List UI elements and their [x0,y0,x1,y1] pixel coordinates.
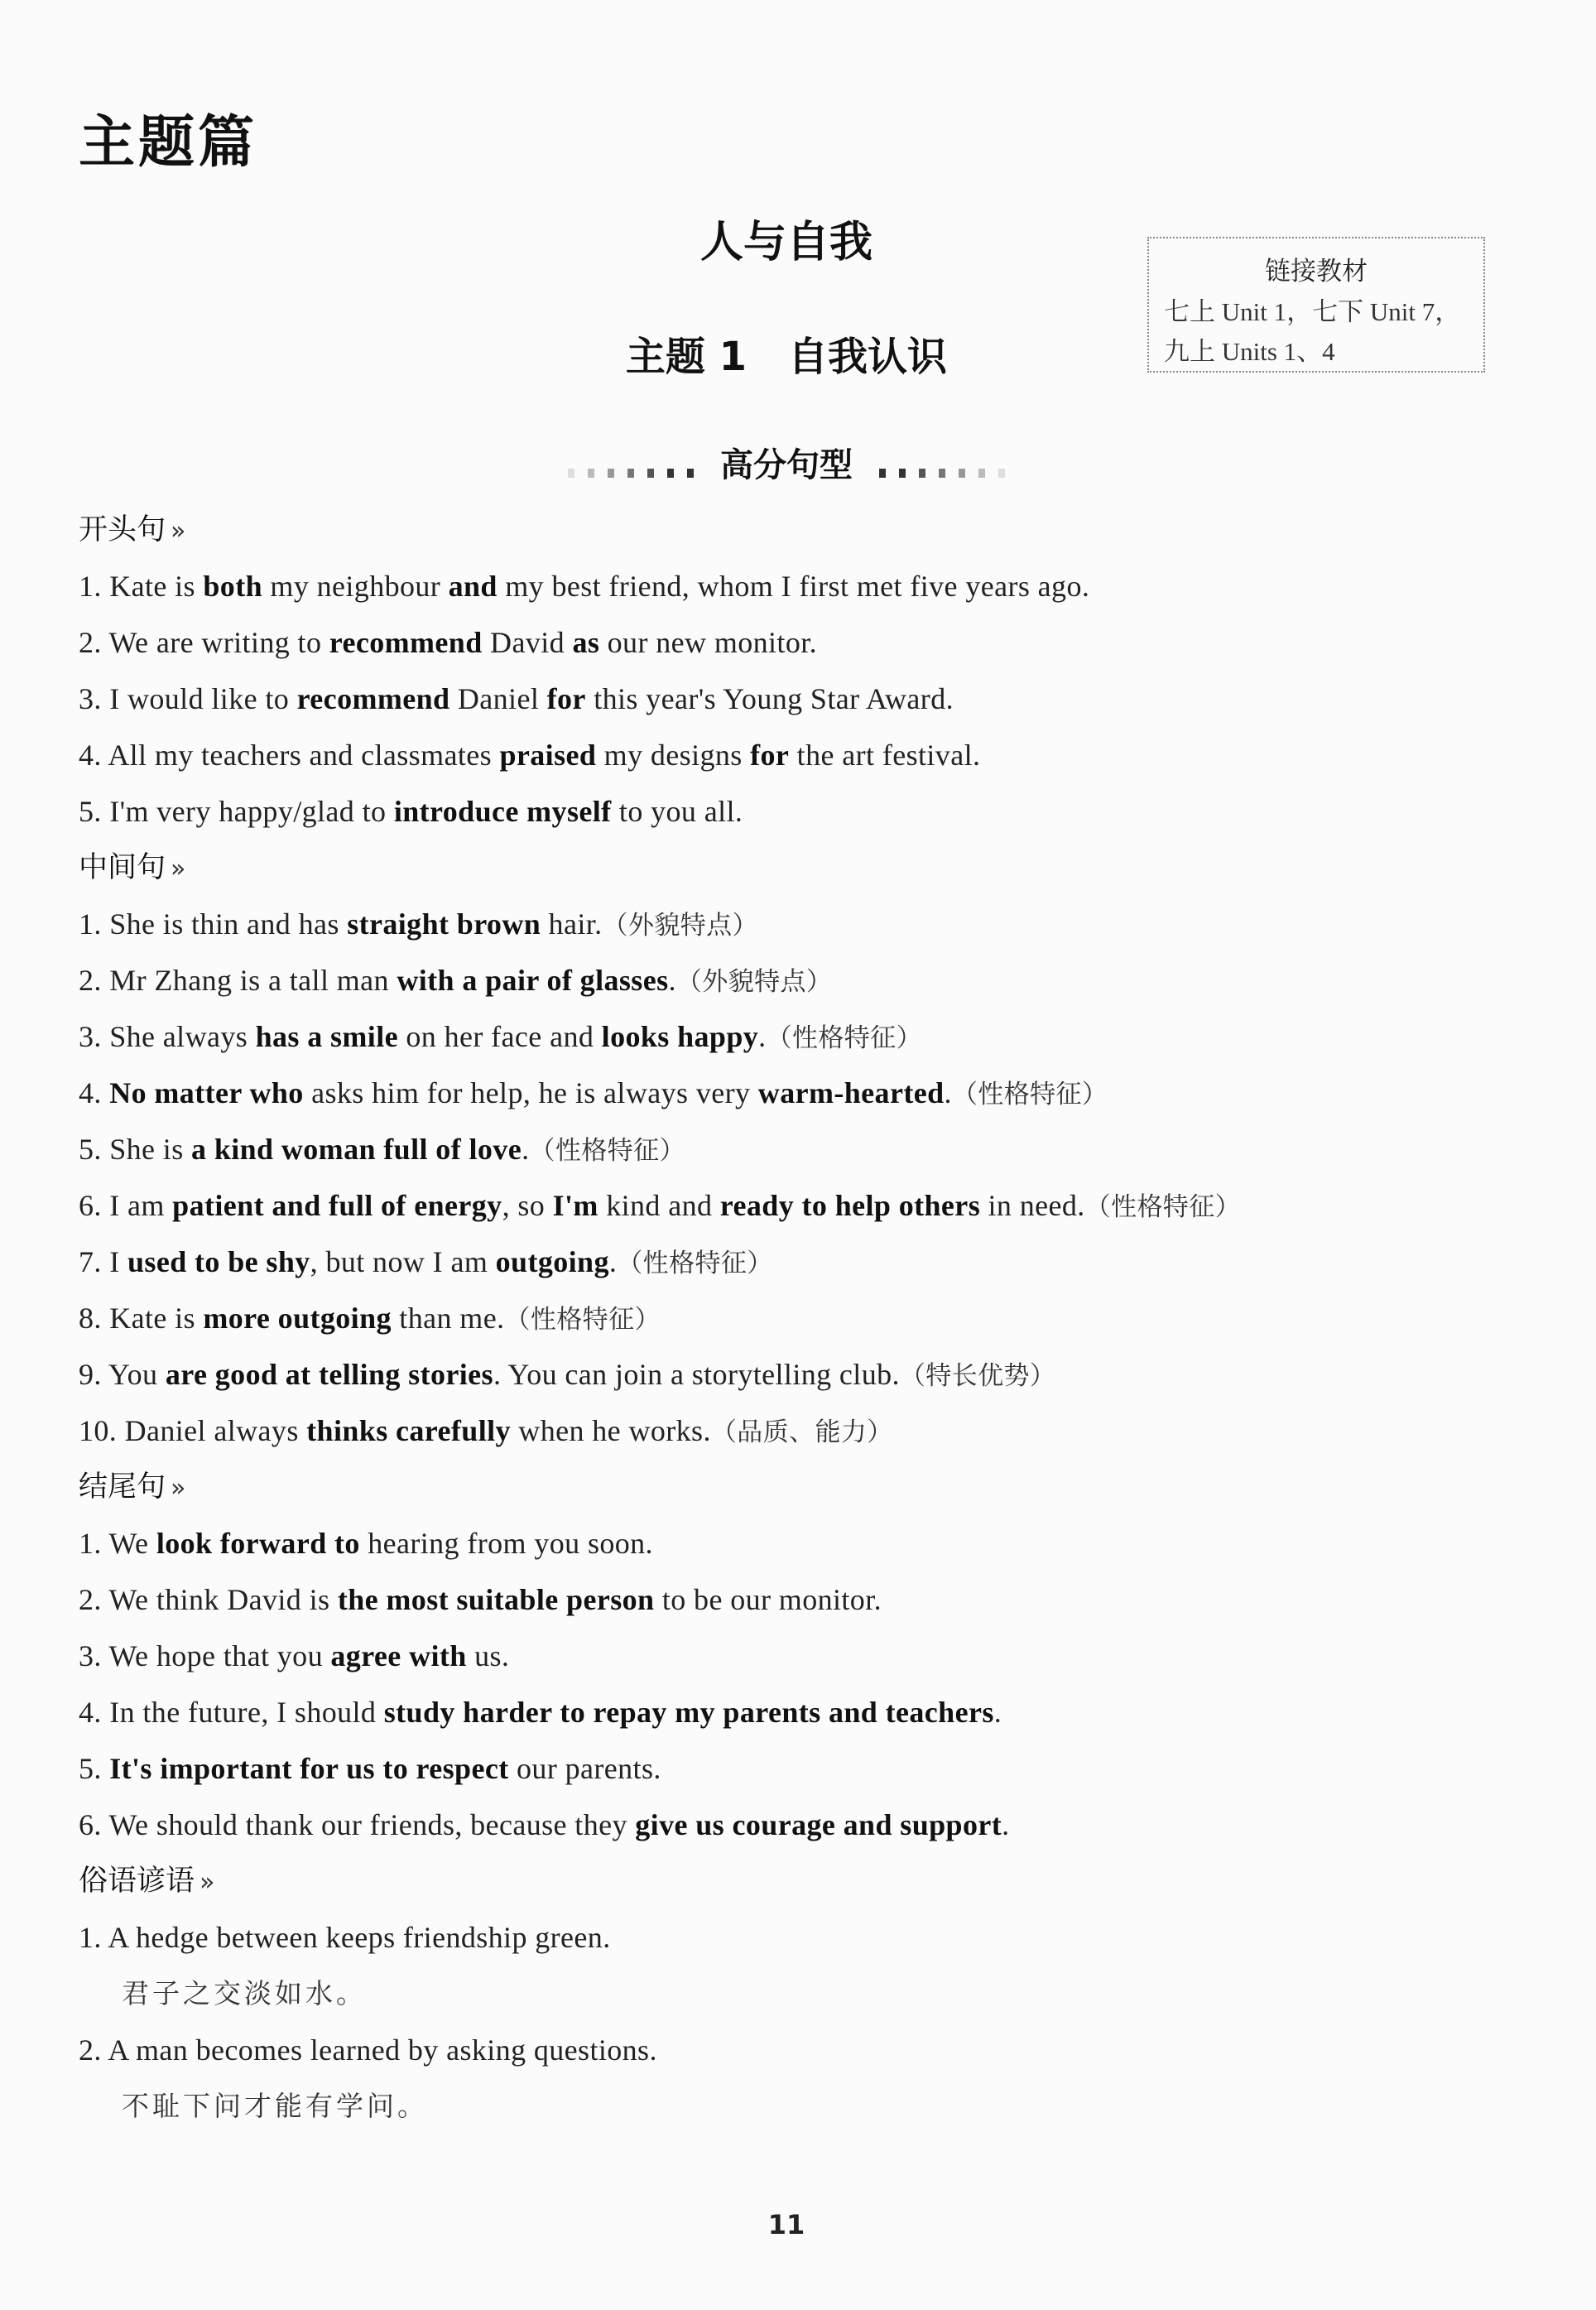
sentence-item [79,727,1519,783]
sentence-item [79,1121,1519,1177]
sentence-text: . [993,1696,1002,1729]
sentence-text: 9. You [79,1358,166,1391]
sentence-item [79,1065,1519,1121]
key-phrase: praised [499,739,597,772]
key-phrase: for [750,739,790,772]
sentence-item [79,952,1519,1008]
sentence-text: 君子之交淡如水。 [122,1977,367,2009]
key-phrase: ready to help others [719,1189,981,1222]
link-box-line-2: 九上 Units 1、4 [1164,337,1335,366]
link-box-line-1: 七上 Unit 1，七下 Unit 7， [1164,297,1461,326]
sentence-text: our new monitor. [599,626,818,659]
sentence-text: David [482,626,573,659]
section-heading-text: 结尾句 [79,1470,166,1504]
category-note: （品质、能力） [710,1417,893,1447]
key-phrase: give us courage and support [635,1808,1002,1841]
sentence-text: our parents. [508,1752,661,1785]
key-phrase: with a pair of glasses [397,964,669,997]
sentence-item [79,1515,1519,1571]
sentence-item [79,671,1519,727]
sentence-text: 8. Kate is [79,1302,204,1335]
key-phrase: No matter who [109,1076,304,1109]
sentence-text: 6. We should thank our friends, because they [79,1808,636,1841]
sentence-text: 不耻下问才能有学问。 [122,2090,428,2122]
sentence-item [79,1628,1519,1684]
sentence-text: my best friend, whom I first met five years ago. [497,570,1090,603]
sentence-text: 3. I would like to [79,682,297,715]
key-phrase: warm-hearted [757,1076,945,1109]
key-phrase: and [448,570,498,603]
category-note: （性格特征） [1084,1192,1242,1222]
sentence-text: to be our monitor. [654,1583,882,1616]
key-phrase: recommend [296,682,450,715]
sentence-text: . [668,964,676,997]
sentence-text: than me. [391,1302,505,1335]
main-title: 人与自我 [699,218,873,267]
sentence-text: 1. A hedge between keeps friendship green. [79,1921,611,1954]
sentence-text: hair. [541,907,603,941]
key-phrase: I'm [552,1189,598,1222]
heading-arrow-icon: » [171,1474,186,1503]
page-number: 11 [767,2209,805,2240]
section-heading [79,840,1519,896]
sentence-text: 2. We think David is [79,1583,338,1616]
sentence-text: my designs [596,739,751,772]
category-note: （外貌特点） [602,911,758,941]
category-note: （外貌特点） [675,967,833,997]
sentence-text: 10. Daniel always [79,1414,307,1447]
section-banner [0,439,1573,486]
sentence-text: on her face and [398,1020,602,1053]
sentence-text: 3. We hope that you [79,1639,331,1672]
sentence-item [79,1234,1519,1290]
sentence-text: when he works. [510,1414,711,1447]
key-phrase: introduce myself [393,795,612,828]
section-heading [79,502,1519,558]
sentence-text: . [522,1133,530,1166]
sentence-text: 6. I am [79,1189,173,1222]
category-note: （特长优势） [899,1361,1056,1391]
section-heading-text: 俗语谚语 [79,1865,195,1898]
sentence-item [79,1571,1519,1628]
sentence-text: , but now I am [310,1245,496,1278]
sentence-item [79,1290,1519,1346]
key-phrase: as [572,626,600,659]
key-phrase: the most suitable person [337,1583,655,1616]
sentence-text: 5. She is [79,1133,192,1166]
sentence-text: . [1002,1808,1010,1841]
sentence-text: 4. In the future, I should [79,1696,384,1729]
section-label: 主题篇 [79,110,258,176]
section-heading [79,1459,1519,1515]
banner-dots-left [561,448,700,486]
sentence-item [79,2022,1519,2078]
heading-arrow-icon: » [200,1868,215,1897]
key-phrase: patient and full of energy [172,1189,502,1222]
key-phrase: both [203,570,263,603]
sentence-text: , so [502,1189,553,1222]
sentence-text: 7. I [79,1245,127,1278]
topic-name: 自我认识 [788,334,948,380]
key-phrase: thinks carefully [306,1414,511,1447]
sentence-text: my neighbour [262,570,449,603]
topic-number: 主题 1 [625,334,748,380]
proverb-translation [79,2078,1519,2134]
category-note: （性格特征） [617,1249,773,1278]
section-heading-text: 中间句 [79,851,166,884]
key-phrase: outgoing [495,1245,609,1278]
banner-title: 高分句型 [720,446,853,484]
sentence-item [79,558,1519,614]
key-phrase: straight brown [347,907,541,941]
sentence-text: us. [466,1639,510,1672]
section-heading-text: 开头句 [79,513,166,546]
sentence-text: the art festival. [789,739,981,772]
sentence-item [79,1684,1519,1740]
textbook-link-box [1147,237,1485,373]
sentence-item [79,1909,1519,1966]
sentence-item [79,1346,1519,1403]
sentence-text: 1. She is thin and has [79,907,348,941]
key-phrase: looks happy [601,1020,759,1053]
category-note: （性格特征） [766,1023,922,1053]
sentence-item [79,783,1519,840]
link-box-title: 链接教材 [1265,257,1368,286]
sentence-text: hearing from you soon. [359,1527,653,1560]
sentence-text: 3. She always [79,1020,256,1053]
sentence-text: in need. [980,1189,1085,1222]
key-phrase: more outgoing [203,1302,392,1335]
banner-dots-right [873,448,1012,486]
sentence-item [79,1177,1519,1234]
sentence-item [79,1797,1519,1853]
key-phrase: look forward to [156,1527,360,1560]
key-phrase: used to be shy [127,1245,310,1278]
sentence-text: kind and [598,1189,720,1222]
sentence-item [79,1403,1519,1459]
sentence-text: asks him for help, he is always very [303,1076,758,1109]
sentence-item [79,1008,1519,1065]
sentence-text: 4. All my teachers and classmates [79,739,500,772]
sentence-text: 2. Mr Zhang is a tall man [79,964,397,997]
heading-arrow-icon: » [171,854,186,883]
category-note: （性格特征） [951,1080,1108,1109]
sentence-item [79,1740,1519,1797]
sentence-patterns [79,502,1519,2134]
key-phrase: has a smile [255,1020,398,1053]
key-phrase: are good at telling stories [165,1358,493,1391]
key-phrase: a kind woman full of love [191,1133,522,1166]
sentence-item [79,614,1519,671]
sentence-text: 1. We [79,1527,156,1560]
key-phrase: recommend [329,626,483,659]
section-heading [79,1853,1519,1909]
key-phrase: agree with [330,1639,467,1672]
sentence-text: . [758,1020,767,1053]
sentence-text: . [608,1245,618,1278]
proverb-translation [79,1966,1519,2022]
sentence-text: 2. We are writing to [79,626,329,659]
sentence-text: 5. [79,1752,110,1785]
sentence-text: 2. A man becomes learned by asking questions. [79,2033,657,2067]
sentence-text: . You can join a storytelling club. [493,1358,900,1391]
sentence-text: 5. I'm very happy/glad to [79,795,394,828]
sentence-text: to you all. [611,795,743,828]
category-note: （性格特征） [504,1305,661,1335]
key-phrase: for [546,682,586,715]
category-note: （性格特征） [529,1136,685,1166]
sentence-item [79,896,1519,952]
sentence-text: this year's Young Star Award. [585,682,954,715]
sentence-text: . [944,1076,952,1109]
key-phrase: It's important for us to respect [109,1752,509,1785]
key-phrase: study harder to repay my parents and teachers [383,1696,994,1729]
sentence-text: Daniel [449,682,547,715]
sentence-text: 4. [79,1076,110,1109]
heading-arrow-icon: » [171,517,186,546]
sentence-text: 1. Kate is [79,570,204,603]
